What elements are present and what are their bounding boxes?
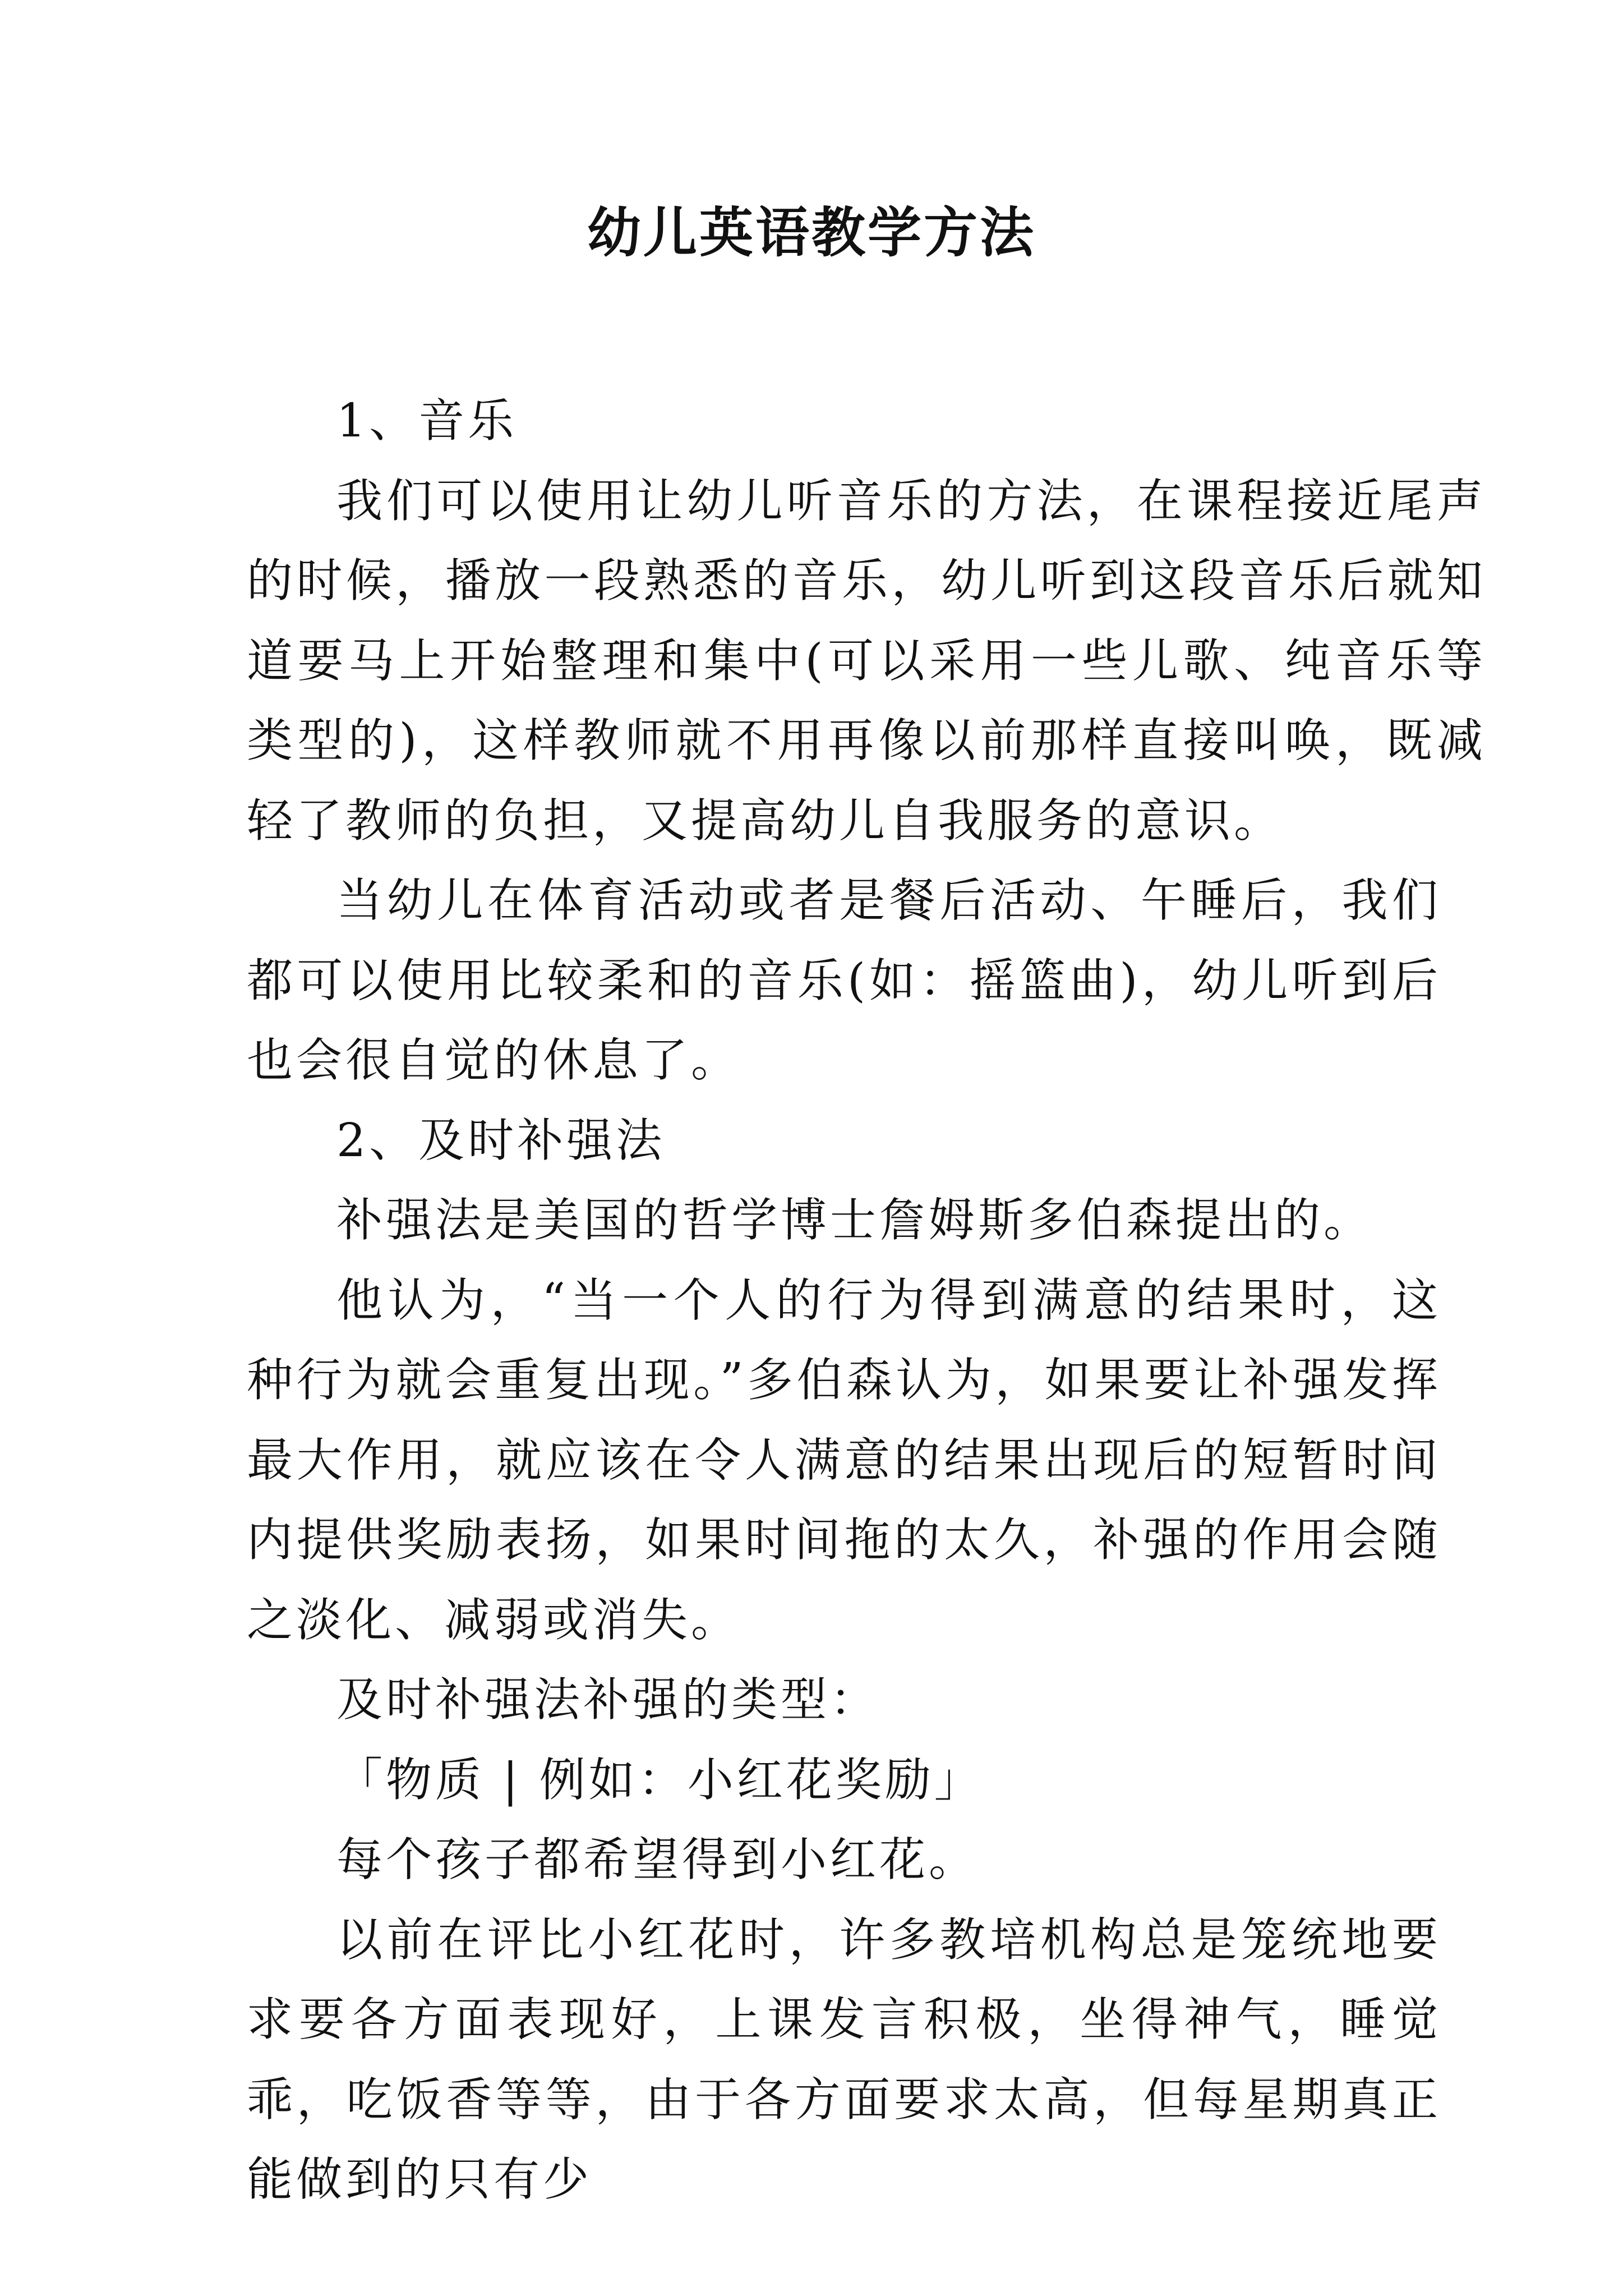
paragraph-material-type: 「物质 | 例如：小红花奖励」 [336,1753,984,1807]
paragraph-red-flower: 每个孩子都希望得到小红花。 [336,1833,979,1887]
paragraph-red-flower-evaluation: 以前在评比小红花时，许多教培机构总是笼统地要求要各方面表现好，上课发言积极，坐得神气，睡觉乖，吃饭香等等，由于各方面要求太高，但每星期真正能做到的只有少 [247,1913,1441,2206]
paragraph-reinforcement-types: 及时补强法补强的类型： [336,1673,880,1727]
paragraph-music-rest: 当幼儿在体育活动或者是餐后活动、午睡后，我们都可以使用比较柔和的音乐(如：摇篮曲)，幼儿听到后也会很自觉的休息了。 [247,874,1441,1087]
document-body [247,381,1486,2220]
paragraph-reinforcement-quote: 他认为，“当一个人的行为得到满意的结果时，这种行为就会重复出现。”多伯森认为，如果要让补强发挥最大作用，就应该在令人满意的结果出现后的短暂时间内提供奖励表扬，如果时间拖的太久，补强的作用会随之淡化、减弱或消失。 [247,1273,1441,1647]
document-title: 幼儿英语教学方法 [587,201,1036,264]
paragraph-reinforcement-origin: 补强法是美国的哲学博士詹姆斯多伯森提出的。 [336,1194,1373,1247]
section-heading-music: 1、音乐 [336,394,518,448]
paragraph-music-method: 我们可以使用让幼儿听音乐的方法，在课程接近尾声的时候，播放一段熟悉的音乐，幼儿听到这段音乐后就知道要马上开始整理和集中(可以采用一些儿歌、纯音乐等类型的)，这样教师就不用再像以前那样直接叫唤，既减轻了教师的负担，又提高幼儿自我服务的意识。 [247,474,1486,848]
section-heading-reinforcement: 2、及时补强法 [336,1114,666,1167]
